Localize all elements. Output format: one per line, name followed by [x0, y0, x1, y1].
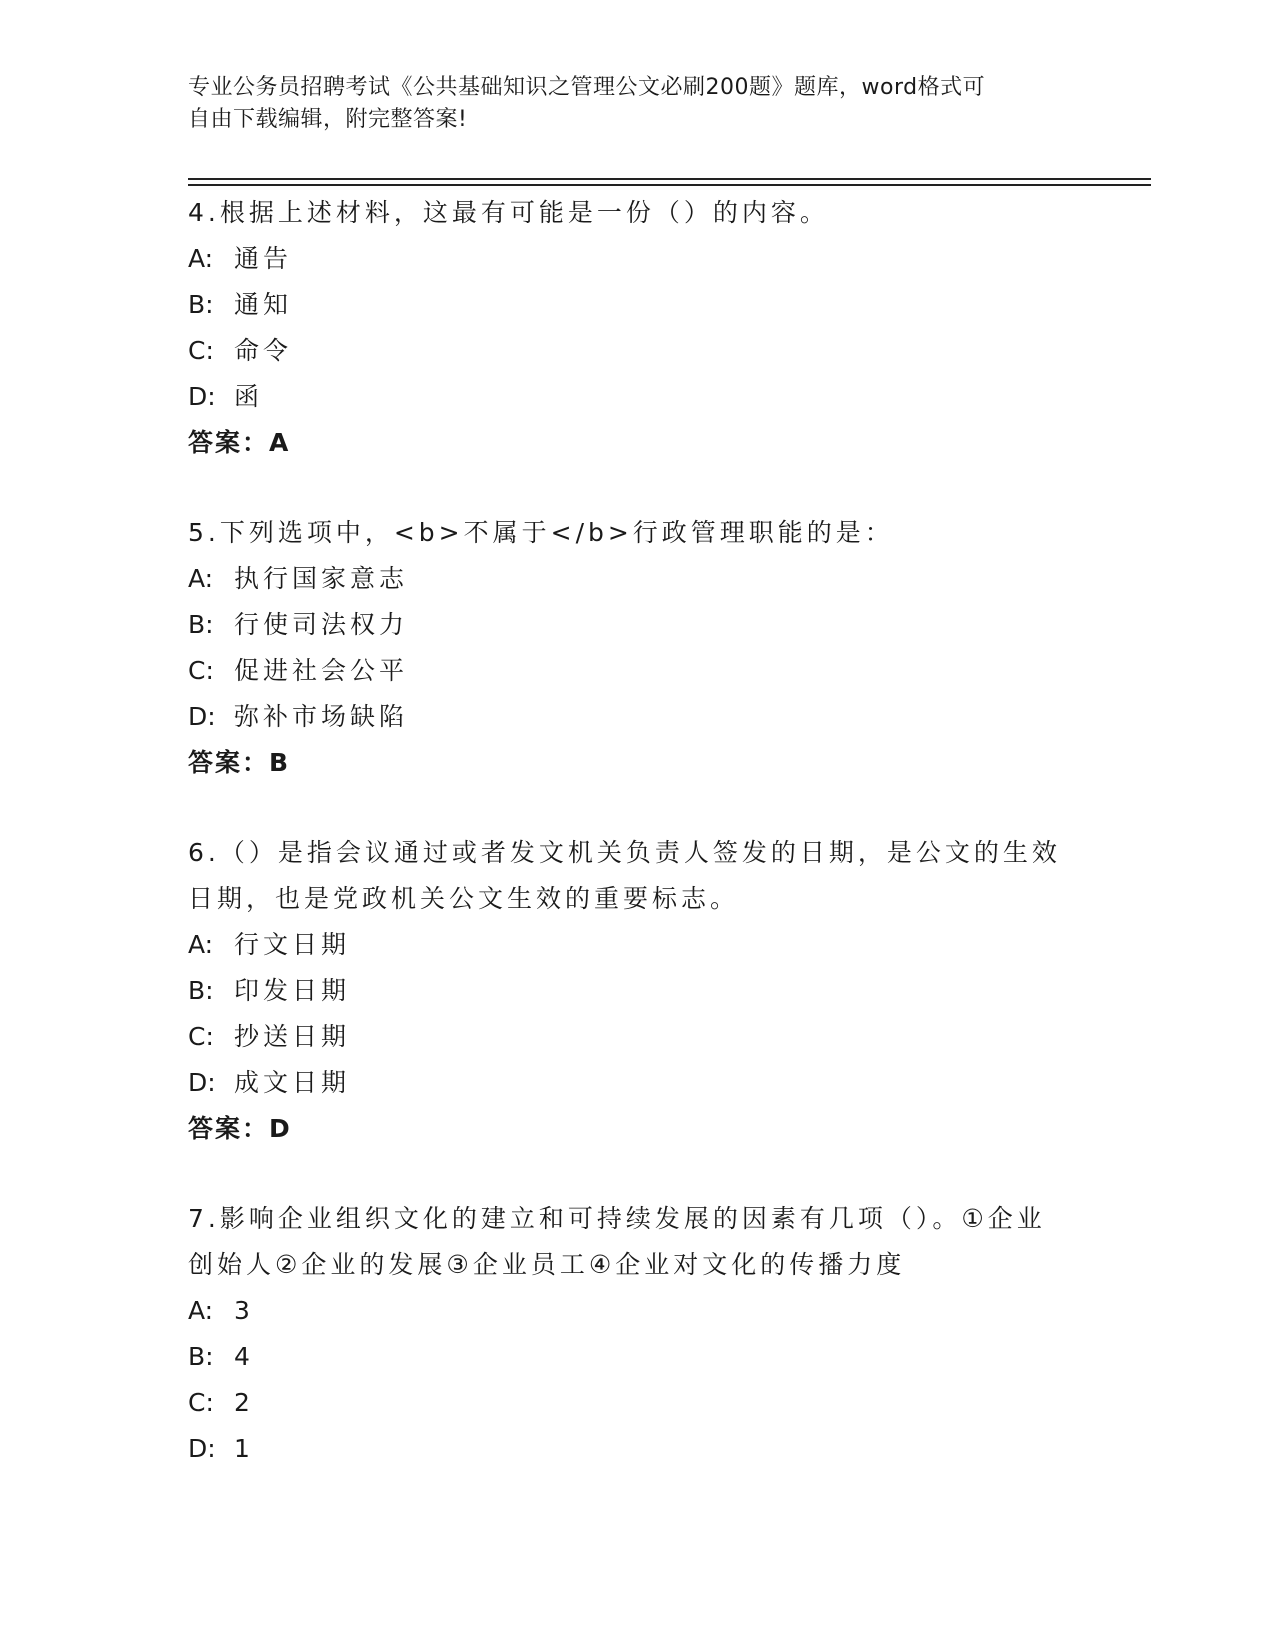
option-a [188, 236, 1088, 282]
option-text: 3 [234, 1296, 254, 1325]
option-b [188, 602, 1088, 648]
option-text: 印发日期 [234, 976, 351, 1005]
answer-line: 答案：A [188, 428, 291, 457]
question-spacer [188, 466, 1088, 510]
question-stem: 4.根据上述材料，这最有可能是一份（）的内容。 [188, 198, 829, 227]
header-divider-bottom [188, 184, 1151, 186]
option-text: 抄送日期 [234, 1022, 351, 1051]
option-text: 促进社会公平 [234, 656, 409, 685]
option-letter: D: [188, 1068, 216, 1097]
document-header [188, 72, 1068, 136]
question-stem: 6.（）是指会议通过或者发文机关负责人签发的日期，是公文的生效 [188, 838, 1061, 867]
option-text: 通知 [234, 290, 293, 319]
option-text: 行使司法权力 [234, 610, 409, 639]
option-letter: A: [188, 930, 214, 959]
option-c [188, 648, 1088, 694]
option-text: 弥补市场缺陷 [234, 702, 409, 731]
option-text: 执行国家意志 [234, 564, 409, 593]
option-c [188, 1014, 1088, 1060]
question-spacer [188, 1152, 1088, 1196]
option-letter: D: [188, 382, 216, 411]
question-stem: 5.下列选项中，<b>不属于</b>行政管理职能的是： [188, 518, 894, 547]
option-text: 2 [234, 1388, 254, 1417]
question-stem-continued: 创始人②企业的发展③企业员工④企业对文化的传播力度 [188, 1250, 906, 1279]
header-divider-top [188, 178, 1151, 180]
header-line-2: 自由下载编辑，附完整答案! [188, 107, 468, 132]
question-4 [188, 190, 1088, 466]
option-b [188, 1334, 1088, 1380]
option-text: 1 [234, 1434, 254, 1463]
question-6 [188, 830, 1088, 1152]
option-text: 命令 [234, 336, 293, 365]
option-c [188, 1380, 1088, 1426]
question-7 [188, 1196, 1088, 1472]
option-d [188, 374, 1088, 420]
question-spacer [188, 786, 1088, 830]
option-text: 通告 [234, 244, 293, 273]
question-stem: 7.影响企业组织文化的建立和可持续发展的因素有几项（）。①企业 [188, 1204, 1046, 1233]
option-letter: A: [188, 244, 214, 273]
header-line-1: 专业公务员招聘考试《公共基础知识之管理公文必刷200题》题库，word格式可 [188, 75, 986, 100]
option-d [188, 1060, 1088, 1106]
option-b [188, 968, 1088, 1014]
option-d [188, 694, 1088, 740]
option-c [188, 328, 1088, 374]
option-a [188, 1288, 1088, 1334]
option-text: 行文日期 [234, 930, 351, 959]
option-b [188, 282, 1088, 328]
option-letter: A: [188, 564, 214, 593]
answer-line: 答案：D [188, 1114, 292, 1143]
option-a [188, 556, 1088, 602]
answer-line: 答案：B [188, 748, 291, 777]
option-letter: B: [188, 610, 214, 639]
option-letter: A: [188, 1296, 214, 1325]
option-letter: C: [188, 656, 214, 685]
option-letter: C: [188, 1388, 214, 1417]
option-d [188, 1426, 1088, 1472]
option-letter: D: [188, 702, 216, 731]
option-letter: D: [188, 1434, 216, 1463]
option-letter: B: [188, 290, 214, 319]
option-letter: B: [188, 976, 214, 1005]
option-letter: B: [188, 1342, 214, 1371]
option-a [188, 922, 1088, 968]
question-stem-continued: 日期，也是党政机关公文生效的重要标志。 [188, 884, 740, 913]
option-letter: C: [188, 1022, 214, 1051]
question-list [188, 190, 1088, 1472]
option-text: 4 [234, 1342, 254, 1371]
option-text: 函 [234, 382, 264, 411]
option-text: 成文日期 [234, 1068, 351, 1097]
option-letter: C: [188, 336, 214, 365]
question-5 [188, 510, 1088, 786]
